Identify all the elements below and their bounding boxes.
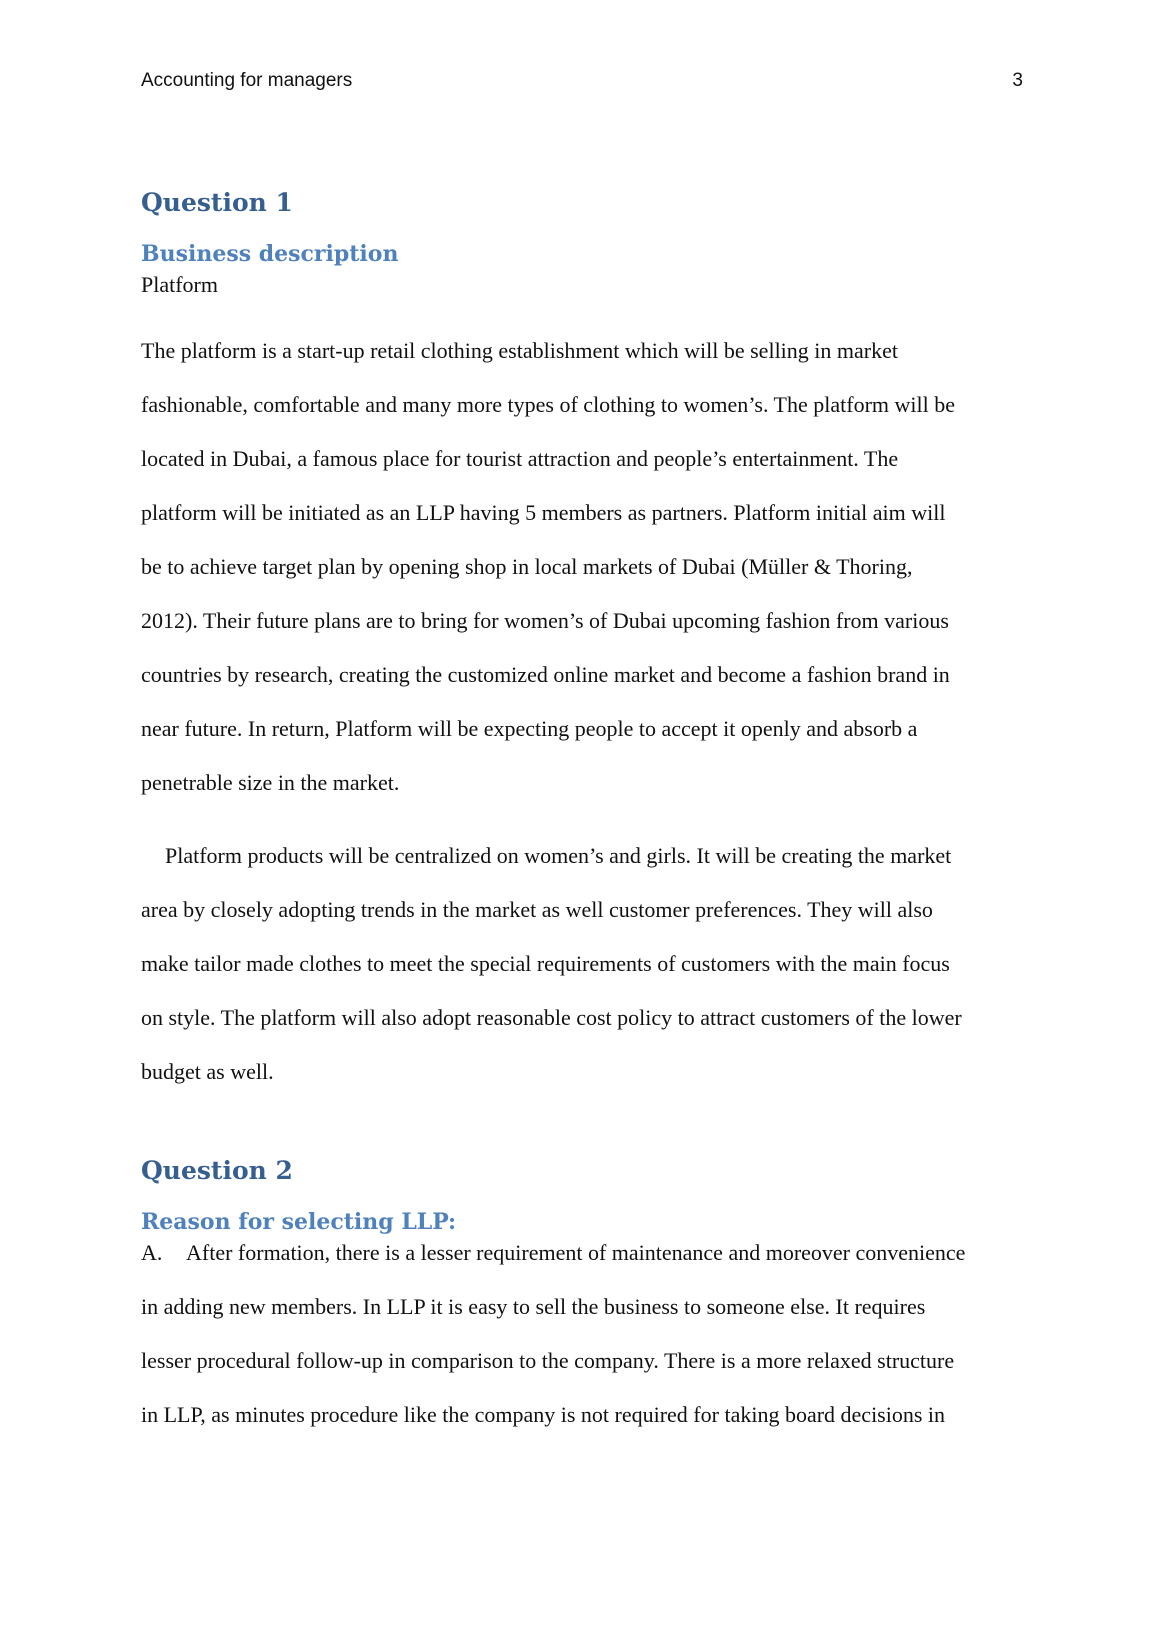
document-body (141, 186, 1025, 1442)
page-number: 3 (1012, 70, 1023, 91)
paragraph-line: The platform is a start-up retail clothing establishment which will be selling in market (141, 338, 898, 363)
paragraph-line: on style. The platform will also adopt reasonable cost policy to attract customers of the lower (141, 1005, 962, 1030)
question-1-heading: Question 1 (141, 188, 293, 217)
paragraph-line: area by closely adopting trends in the market as well customer preferences. They will also (141, 897, 933, 922)
q2-list-item-a (141, 1237, 1025, 1269)
business-description-heading: Business description (141, 241, 399, 267)
reason-llp-heading: Reason for selecting LLP: (141, 1209, 457, 1235)
q2-paragraph-continuation (141, 1280, 1025, 1442)
q1-paragraph-2 (141, 829, 1025, 1099)
q1-paragraph-1 (141, 324, 1025, 810)
paragraph-line: in adding new members. In LLP it is easy to sell the business to someone else. It requires (141, 1294, 926, 1319)
paragraph-line: After formation, there is a lesser requirement of maintenance and moreover convenience (186, 1240, 966, 1265)
list-marker: A. (141, 1240, 163, 1265)
running-header-title: Accounting for managers (141, 70, 353, 91)
paragraph-line: countries by research, creating the customized online market and become a fashion brand in (141, 662, 950, 687)
paragraph-line: make tailor made clothes to meet the special requirements of customers with the main focus (141, 951, 950, 976)
paragraph-line: platform will be initiated as an LLP having 5 members as partners. Platform initial aim will (141, 500, 946, 525)
paragraph-line: in LLP, as minutes procedure like the company is not required for taking board decisions in (141, 1402, 946, 1427)
paragraph-line: 2012). Their future plans are to bring for women’s of Dubai upcoming fashion from various (141, 608, 949, 633)
paragraph-line: penetrable size in the market. (141, 770, 400, 795)
paragraph-line: Platform products will be centralized on women’s and girls. It will be creating the market (165, 843, 952, 868)
paragraph-line: fashionable, comfortable and many more types of clothing to women’s. The platform will be (141, 392, 955, 417)
paragraph-line: lesser procedural follow-up in comparison to the company. There is a more relaxed structure (141, 1348, 955, 1373)
paragraph-line: located in Dubai, a famous place for tourist attraction and people’s entertainment. The (141, 446, 899, 471)
paragraph-line: be to achieve target plan by opening shop in local markets of Dubai (Müller & Thoring, (141, 554, 913, 579)
platform-subtitle: Platform (141, 272, 218, 297)
question-2-heading: Question 2 (141, 1156, 293, 1185)
paragraph-line: budget as well. (141, 1059, 274, 1084)
paragraph-line: near future. In return, Platform will be expecting people to accept it openly and absorb a (141, 716, 918, 741)
